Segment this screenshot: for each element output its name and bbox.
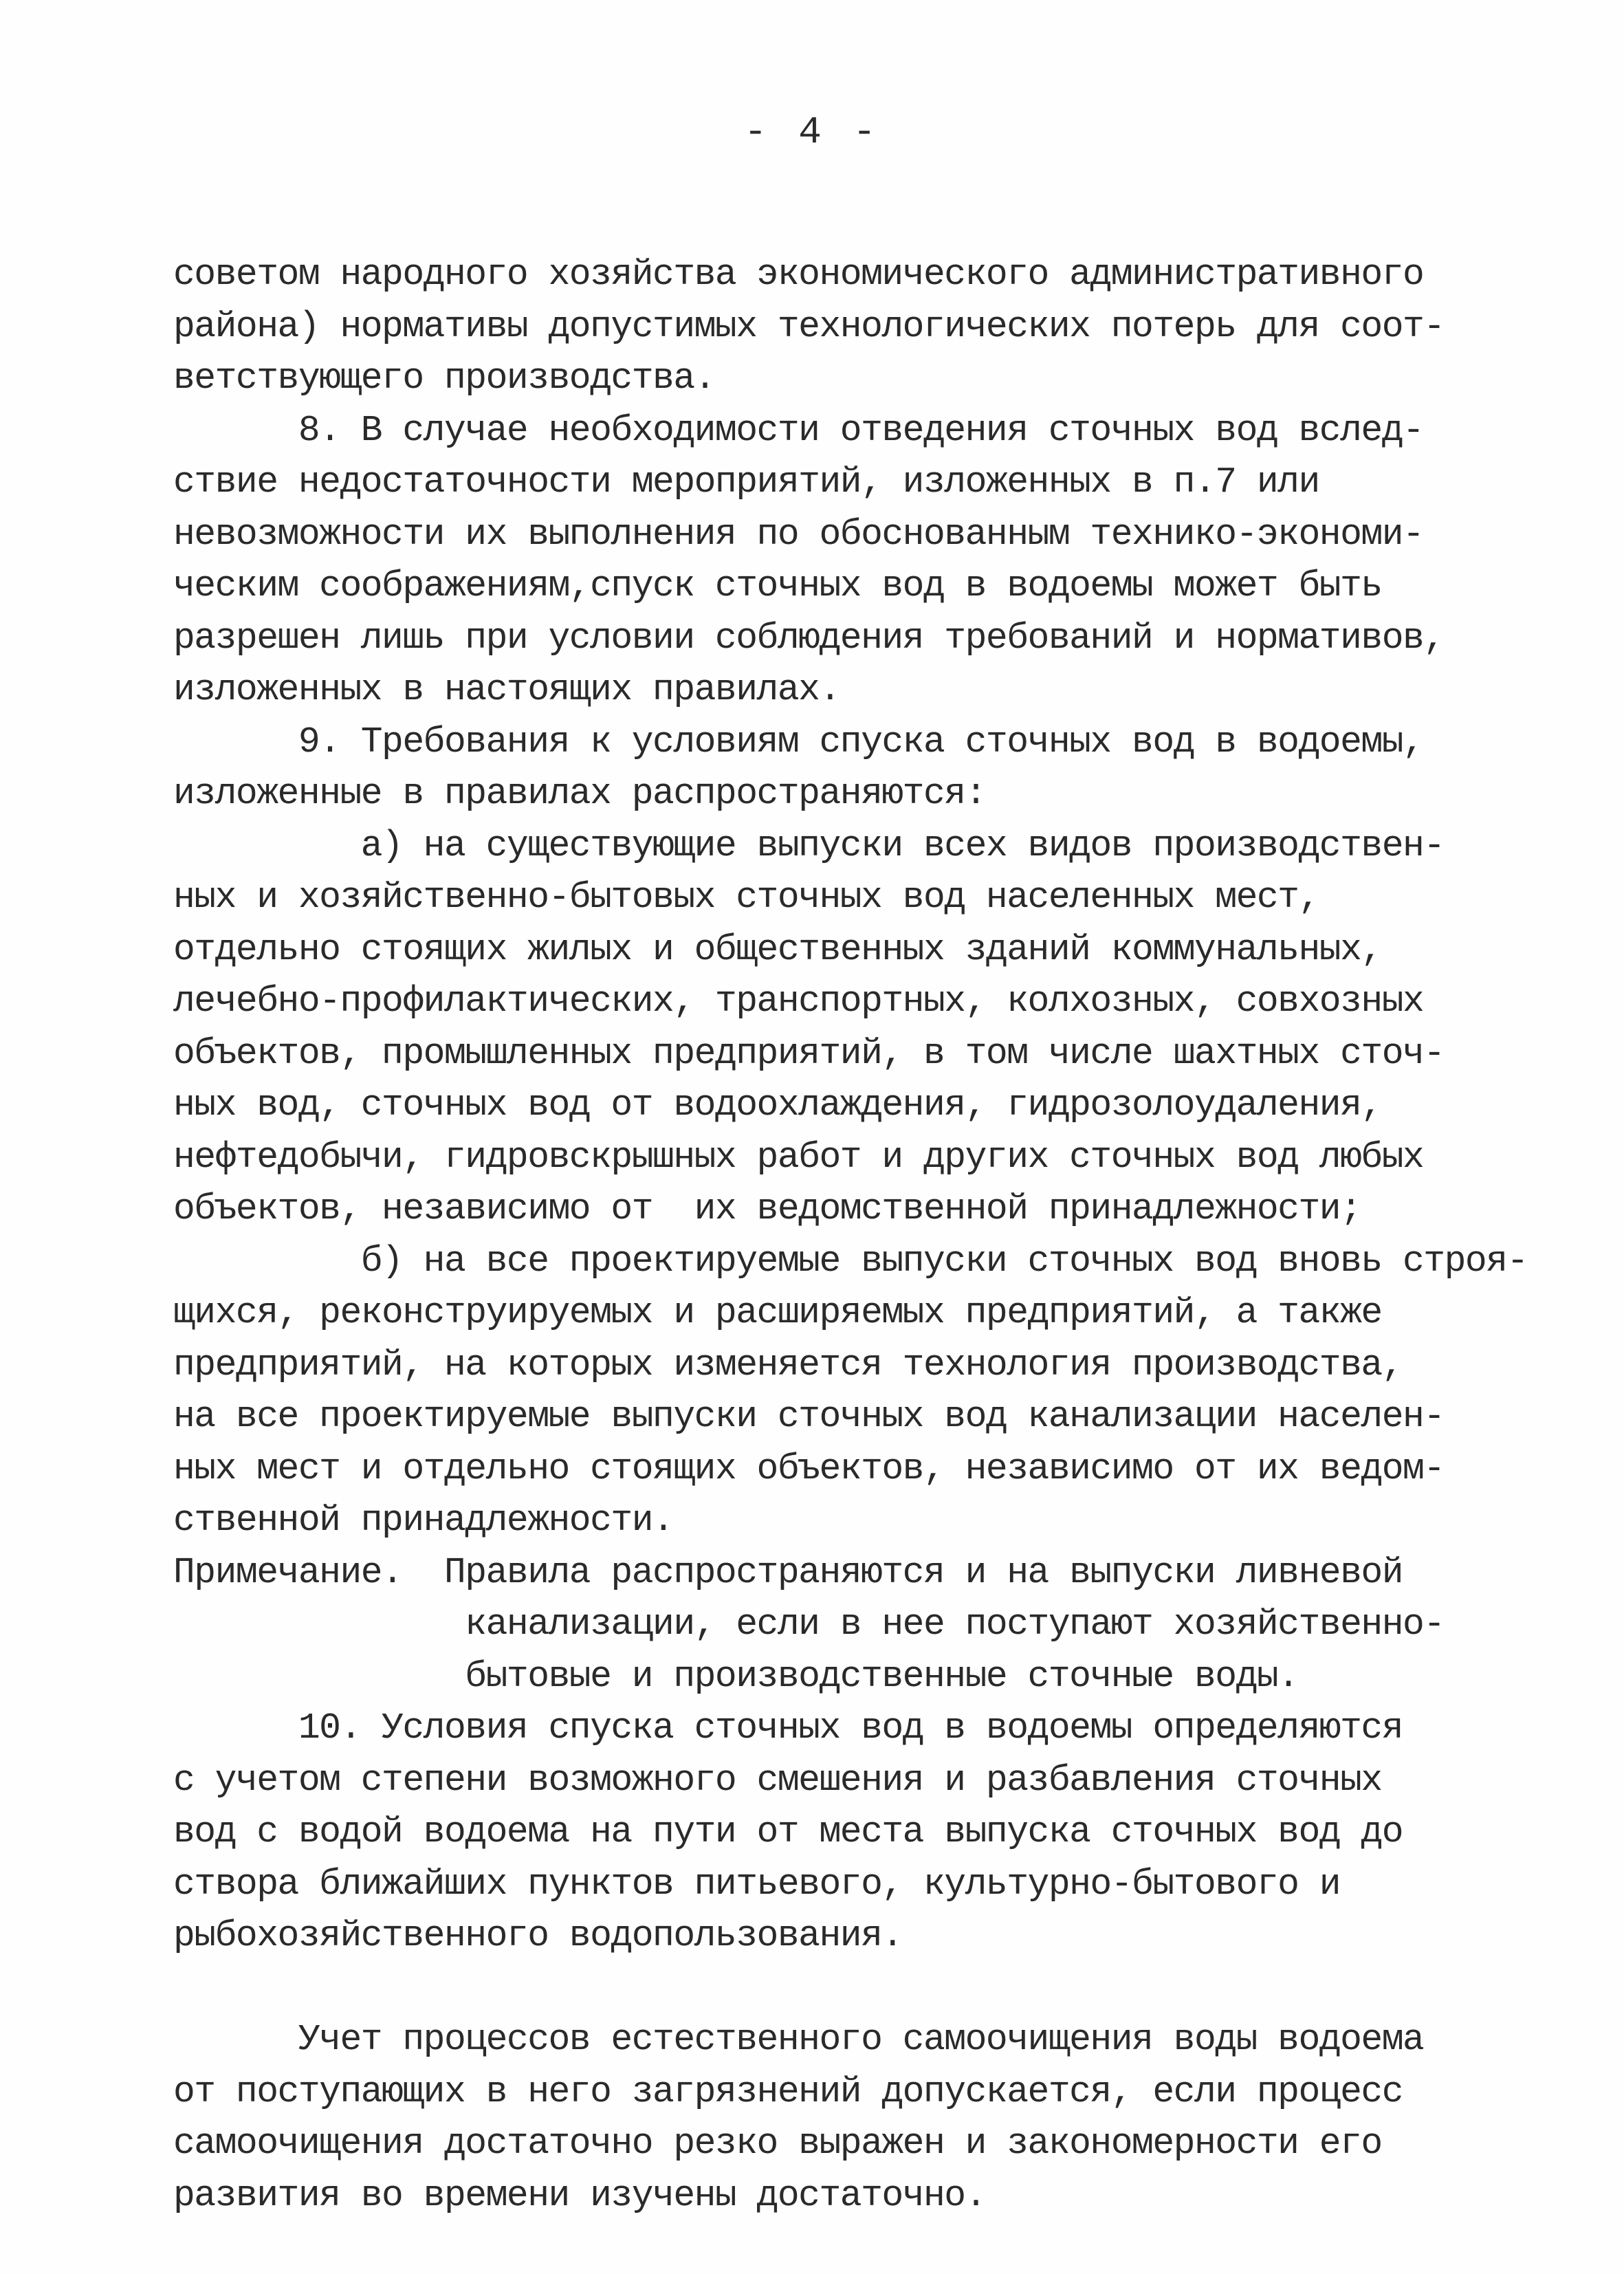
text-line: нефтедобычи, гидровскрышных работ и других сточных вод любых <box>173 1136 1424 1178</box>
text-line: невозможности их выполнения по обоснованным технико-экономи- <box>173 513 1424 555</box>
note-line: канализации, если в нее поступают хозяйственно- <box>173 1604 1445 1645</box>
text-line: ческим соображениям,спуск сточных вод в водоемы может быть <box>173 565 1382 606</box>
text-line: на все проектируемые выпуски сточных вод канализации населен- <box>173 1396 1445 1437</box>
text-line: щихся, реконструируемых и расширяемых предприятий, а также <box>173 1292 1382 1333</box>
blank-line <box>173 1963 1521 2015</box>
paragraph-8-line: 8. В случае необходимости отведения сточных вод вслед- <box>173 409 1424 451</box>
paragraph-self-cleaning-line: Учет процессов естественного самоочищения воды водоема <box>173 2019 1424 2060</box>
text-line: ствие недостаточности мероприятий, изложенных в п.7 или <box>173 461 1319 503</box>
text-line: ных и хозяйственно-бытовых сточных вод населенных мест, <box>173 877 1319 918</box>
text-line: от поступающих в него загрязнений допускается, если процесс <box>173 2070 1403 2112</box>
text-line: изложенных в настоящих правилах. <box>173 669 840 710</box>
page-number: - 4 - <box>743 110 881 154</box>
text-line: ственной принадлежности. <box>173 1500 674 1541</box>
text-line: изложенные в правилах распространяются: <box>173 773 986 814</box>
note-line: Примечание. Правила распространяются и на выпуски ливневой <box>173 1551 1403 1593</box>
document-body <box>173 249 1528 2222</box>
text-line: лечебно-профилактических, транспортных, колхозных, совхозных <box>173 981 1424 1022</box>
text-line: советом народного хозяйства экономического административного <box>173 254 1424 295</box>
text-line: ных вод, сточных вод от водоохлаждения, гидрозолоудаления, <box>173 1084 1382 1126</box>
text-line: вод с водой водоема на пути от места выпуска сточных вод до <box>173 1811 1403 1852</box>
text-line: развития во времени изучены достаточно. <box>173 2174 986 2216</box>
item-b-line: б) на все проектируемые выпуски сточных вод вновь строя- <box>173 1240 1528 1282</box>
paragraph-10-line: 10. Условия спуска сточных вод в водоемы определяются <box>173 1707 1403 1749</box>
note-block <box>173 1547 1521 1703</box>
text-line: разрешен лишь при условии соблюдения требований и нормативов, <box>173 617 1445 659</box>
text-line: створа ближайших пунктов питьевого, культурно-бытового и <box>173 1863 1341 1905</box>
text-line: с учетом степени возможного смешения и разбавления сточных <box>173 1759 1382 1801</box>
text-line: самоочищения достаточно резко выражен и закономерности его <box>173 2123 1382 2164</box>
text-line: рыбохозяйственного водопользования. <box>173 1915 903 1956</box>
item-a-line: а) на существующие выпуски всех видов производствен- <box>173 824 1445 866</box>
note-line: бытовые и производственные сточные воды. <box>173 1655 1299 1697</box>
text-line: района) нормативы допустимых технологических потерь для соот- <box>173 305 1445 347</box>
text-line: предприятий, на которых изменяется технология производства, <box>173 1344 1403 1386</box>
text-line: объектов, независимо от их ведомственной принадлежности; <box>173 1188 1361 1229</box>
text-line: объектов, промышленных предприятий, в том числе шахтных сточ- <box>173 1032 1445 1074</box>
text-line: отдельно стоящих жилых и общественных зданий коммунальных, <box>173 928 1382 970</box>
paragraph-9-line: 9. Требования к условиям спуска сточных вод в водоемы, <box>173 721 1424 763</box>
text-line: ветствующего производства. <box>173 358 715 399</box>
text-line: ных мест и отдельно стоящих объектов, независимо от их ведом- <box>173 1447 1445 1489</box>
